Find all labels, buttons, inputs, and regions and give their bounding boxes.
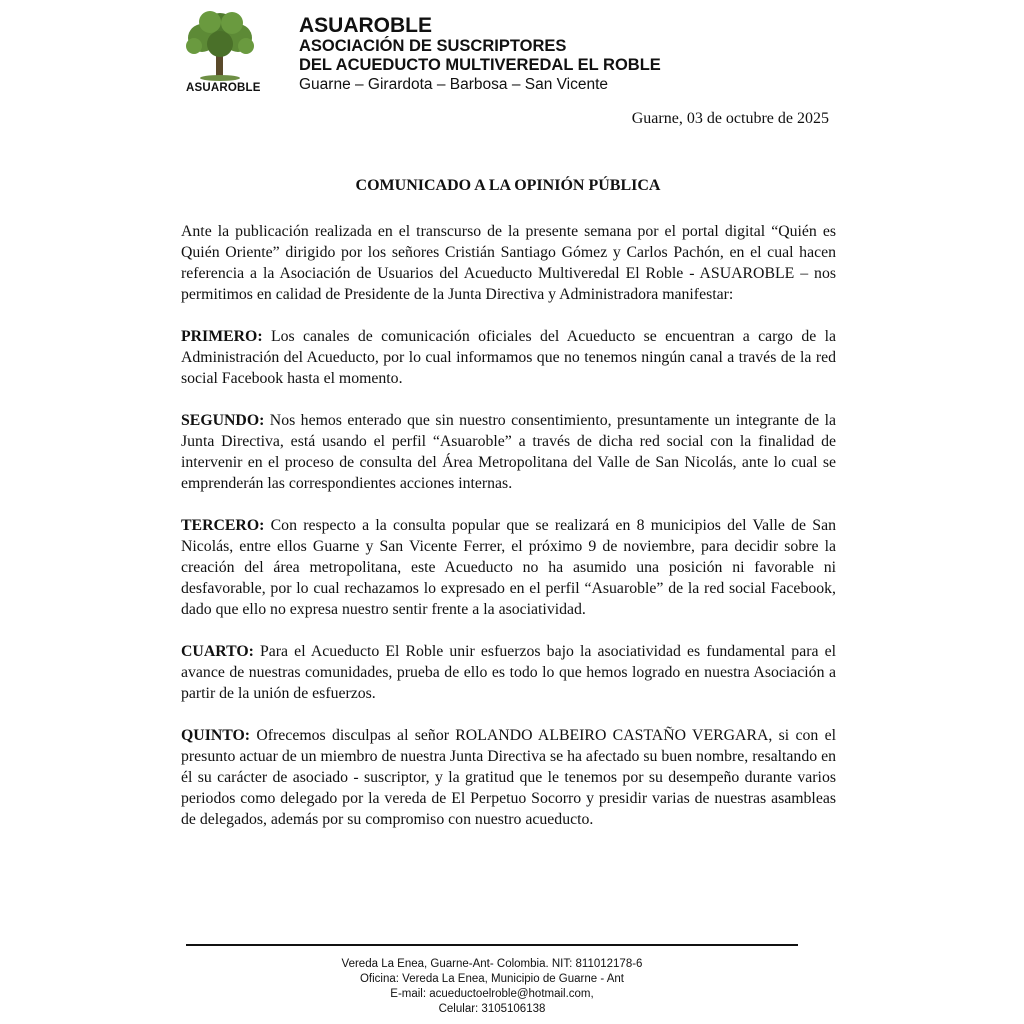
document-body <box>181 221 836 851</box>
point-cuarto <box>181 641 836 704</box>
letterhead <box>299 14 661 94</box>
point-segundo <box>181 410 836 494</box>
footer-office: Oficina: Vereda La Enea, Municipio de Guarne - Ant <box>359 973 625 985</box>
point-label: QUINTO: <box>181 727 251 744</box>
footer-phone: Celular: 3105106138 <box>438 1003 546 1015</box>
footer-address: Vereda La Enea, Guarne-Ant- Colombia. NIT: 811012178-6 <box>341 958 643 970</box>
point-tercero <box>181 515 836 620</box>
point-quinto <box>181 725 836 830</box>
point-text: Para el Acueducto El Roble unir esfuerzos bajo la asociatividad es fundamental para el avance de nuestras comunidades, prueba de ello es todo lo que hemos logrado en nuestra Asociación a partir de la unión de esfuerzos. <box>181 643 836 702</box>
point-text: Con respecto a la consulta popular que se realizará en 8 municipios del Valle de San Nicolás, entre ellos Guarne y San Vicente Ferrer, el próximo 9 de noviembre, para decidir sobre la creación del área metropolitana, este Acueducto no ha asumido una posición ni favorable ni desfavorable, por lo cual rechazamos lo expresado en el perfil “Asuaroble” de la red social Facebook, dado que ello no expresa nuestro sentir frente a la asociatividad. <box>181 517 836 618</box>
oak-tree-icon <box>180 8 260 84</box>
point-label: TERCERO: <box>181 517 265 534</box>
point-primero <box>181 326 836 389</box>
document-title: COMUNICADO A LA OPINIÓN PÚBLICA <box>355 177 661 194</box>
footer <box>186 957 798 1017</box>
point-label: CUARTO: <box>181 643 254 660</box>
logo-caption: ASUAROBLE <box>186 82 261 94</box>
document-date: Guarne, 03 de octubre de 2025 <box>631 110 829 127</box>
footer-email: E-mail: acueductoelroble@hotmail.com, <box>390 988 594 1000</box>
org-towns: Guarne – Girardota – Barbosa – San Vicente <box>299 76 609 93</box>
intro-paragraph: Ante la publicación realizada en el transcurso de la presente semana por el portal digital “Quién es Quién Oriente” dirigido por los señores Cristián Santiago Gómez y Carlos Pachón, en el cual hacen referencia a la Asociación de Usuarios del Acueducto Multiveredal El Roble - ASUAROBLE – nos permitimos en calidad de Presidente de la Junta Directiva y Administradora manifestar: <box>181 223 836 303</box>
point-text: Ofrecemos disculpas al señor ROLANDO ALBEIRO CASTAÑO VERGARA, si con el presunto actuar de un miembro de nuestra Junta Directiva se ha afectado su buen nombre, resaltando en él su carácter de asociado - suscriptor, y la gratitud que le tenemos por su desempeño durante varios periodos como delegado por la vereda de El Perpetuo Socorro y presidir varias de nuestras asambleas de delegados, además por su compromiso con nuestro acueducto. <box>181 727 836 828</box>
org-short-name: ASUAROBLE <box>299 14 433 37</box>
point-text: Nos hemos enterado que sin nuestro consentimiento, presuntamente un integrante de la Junta Directiva, está usando el perfil “Asuaroble” a través de dicha red social con la finalidad de intervenir en el proceso de consulta del Área Metropolitana del Valle de San Nicolás, ante lo cual se emprenderán las correspondientes acciones internas. <box>181 412 836 492</box>
point-text: Los canales de comunicación oficiales del Acueducto se encuentran a cargo de la Administración del Acueducto, por lo cual informamos que no tenemos ningún canal a través de la red social Facebook hasta el momento. <box>181 328 836 387</box>
org-full-name-line2: DEL ACUEDUCTO MULTIVEREDAL EL ROBLE <box>299 56 661 74</box>
point-label: PRIMERO: <box>181 328 263 345</box>
org-full-name-line1: ASOCIACIÓN DE SUSCRIPTORES <box>299 37 567 55</box>
footer-divider <box>186 944 798 946</box>
point-label: SEGUNDO: <box>181 412 265 429</box>
